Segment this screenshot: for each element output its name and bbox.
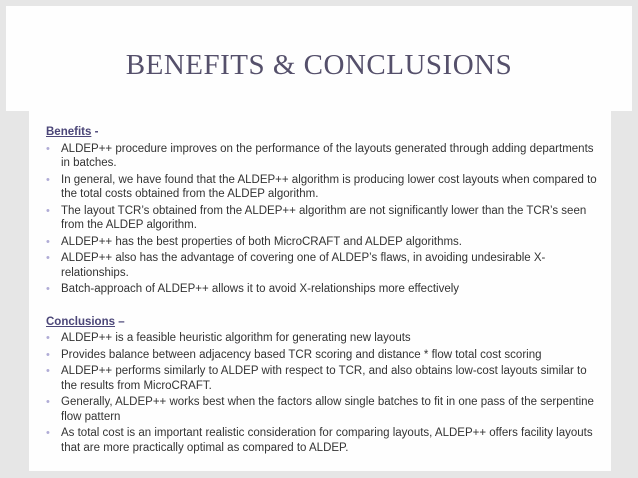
content-body	[46, 125, 602, 457]
list-item	[46, 348, 602, 363]
list-item-text: Provides balance between adjacency based TCR scoring and distance * flow total cost scoring	[61, 348, 542, 361]
list-item	[46, 173, 602, 202]
list-item	[46, 426, 602, 455]
list-item	[46, 395, 602, 424]
slide-title: BENEFITS & CONCLUSIONS	[125, 49, 513, 81]
title-panel	[6, 6, 632, 111]
benefits-section-header	[46, 125, 602, 140]
content-panel	[29, 111, 611, 471]
list-item	[46, 204, 602, 233]
bullet-icon: •	[46, 252, 50, 264]
bullet-icon: •	[46, 235, 50, 248]
list-item	[46, 142, 602, 171]
list-item-text: ALDEP++ procedure improves on the performance of the layouts generated through adding departments in batches.	[61, 142, 594, 169]
bullet-icon: •	[46, 204, 50, 217]
list-item-text: ALDEP++ is a feasible heuristic algorithm for generating new layouts	[61, 332, 411, 344]
bullet-icon: •	[46, 332, 50, 344]
list-item	[46, 235, 602, 250]
bullet-icon: •	[46, 427, 50, 439]
bullet-icon: •	[46, 348, 50, 361]
list-item	[46, 282, 602, 297]
benefits-heading-suffix: -	[91, 126, 99, 138]
list-item	[46, 364, 602, 393]
list-item	[46, 251, 602, 280]
list-item-text: In general, we have found that the ALDEP++ algorithm is producing lower cost layouts when compared to the total costs obtained from the ALDEP algorithm.	[61, 173, 597, 200]
benefits-heading: Benefits	[46, 126, 92, 138]
section-spacer	[46, 299, 602, 315]
benefits-list	[46, 142, 602, 297]
conclusions-list	[46, 331, 602, 455]
list-item-text: As total cost is an important realistic consideration for comparing layouts, ALDEP++ offers facility layouts that are more practically optimal as compared to ALDEP.	[61, 427, 593, 454]
list-item-text: ALDEP++ has the best properties of both MicroCRAFT and ALDEP algorithms.	[61, 235, 463, 248]
list-item-text: ALDEP++ also has the advantage of covering one of ALDEP’s flaws, in avoiding undesirable X-relationships.	[61, 252, 546, 279]
conclusions-heading: Conclusions	[46, 315, 116, 328]
list-item-text: The layout TCR’s obtained from the ALDEP++ algorithm are not significantly lower than the TCR’s seen from the ALDEP algorithm.	[61, 204, 587, 231]
conclusions-heading-suffix: –	[115, 315, 125, 328]
bullet-icon: •	[46, 173, 50, 186]
list-item-text: Generally, ALDEP++ works best when the factors allow single batches to fit in one pass of the serpentine flow pattern	[61, 396, 594, 423]
list-item-text: Batch-approach of ALDEP++ allows it to avoid X-relationships more effectively	[61, 283, 460, 295]
bullet-icon: •	[46, 396, 50, 408]
bullet-icon: •	[46, 142, 50, 155]
bullet-icon: •	[46, 365, 50, 377]
bullet-icon: •	[46, 283, 50, 295]
list-item	[46, 331, 602, 346]
conclusions-section-header	[46, 315, 602, 330]
list-item-text: ALDEP++ performs similarly to ALDEP with respect to TCR, and also obtains low-cost layouts similar to the results from MicroCRAFT.	[61, 365, 587, 392]
